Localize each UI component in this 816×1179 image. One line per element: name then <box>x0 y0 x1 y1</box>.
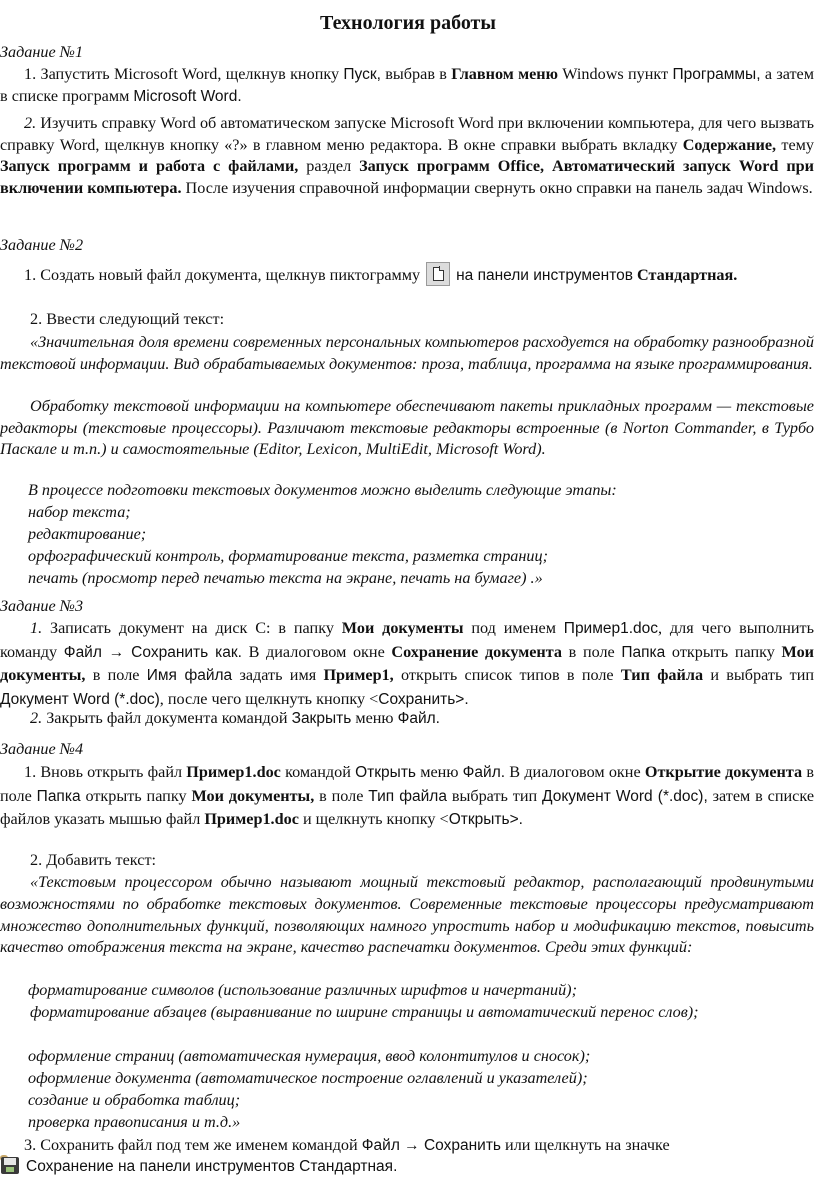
text: 2. <box>30 709 43 727</box>
text: Сохранение документа <box>391 642 563 661</box>
text: В диалоговом окне <box>241 642 392 661</box>
task3-step2 <box>0 708 814 730</box>
text: или щелкнуть на значке <box>501 1136 670 1154</box>
text: Записать документ на диск С: в папку <box>42 619 342 637</box>
text: и выбрать тип <box>703 666 815 684</box>
text: а затем в списке программ <box>0 65 814 105</box>
task2-heading: Задание №2 <box>0 236 84 254</box>
list-item: форматирование символов (использование различных шрифтов и начертаний); <box>28 981 577 999</box>
text: Windows пункт <box>557 65 673 83</box>
text: в поле <box>85 666 147 684</box>
text: тему <box>776 135 814 154</box>
task4-step2: 2. Добавить текст: <box>30 851 157 869</box>
text: в поле <box>0 763 814 805</box>
task1-step1 <box>0 64 814 107</box>
text: Сохранение <box>26 1158 114 1175</box>
list-item: набор текста; <box>28 503 131 521</box>
text: Открыть>. <box>448 811 523 828</box>
text: Запуск программ Office, Автоматический запуск Word при включении компьютера. <box>0 157 814 197</box>
text: Файл → Сохранить <box>361 1137 501 1154</box>
text: и щелкнуть кнопку < <box>298 810 449 828</box>
text: Папка <box>36 787 81 805</box>
task2-step1 <box>0 262 814 287</box>
text: Открыть <box>355 764 416 781</box>
slot <box>6 1167 14 1172</box>
document-title: Технология работы <box>320 12 496 34</box>
text: 2. <box>24 114 37 132</box>
task4-quote: «Текстовым процессором обычно называют мощный текстовый редактор, располагающий продвинутыми возможностями по обработке текстовых документов. Современные текстовые процессоры предусматривают множество дополнительных функций, позволяющих намного упростить набор и модификацию текстов, повысить качество отображения текста на экране, качество распечатки документов. Среди этих функций: <box>0 873 814 957</box>
text: открыть папку <box>665 642 782 661</box>
text: меню <box>351 709 398 727</box>
list-item: редактирование; <box>28 525 147 543</box>
task3-heading: Задание №3 <box>0 597 84 615</box>
text: Мои документы, <box>191 786 315 805</box>
task4-step3-continued <box>0 1155 814 1178</box>
list-item: форматирование абзацев (выравнивание по ширине страницы и автоматический перенос слов); <box>30 1003 699 1021</box>
task1-step2 <box>0 113 814 199</box>
text: на панели инструментов <box>456 267 633 284</box>
text: меню <box>416 763 463 781</box>
text: Стандартная. <box>637 266 738 284</box>
text: Мои документы <box>341 619 464 637</box>
list-item: создание и обработка таблиц; <box>28 1091 241 1109</box>
task2-quote1: «Значительная доля времени современных персональных компьютеров расходуется на обработку разнообразной текстовой информации. Вид обрабатываемых документов: проза, таблица, программа на языке программирования. <box>0 333 814 373</box>
text: Пример1.doc <box>204 810 299 828</box>
text: , для чего выполнить команду <box>0 619 814 661</box>
task2-step2: 2. Ввести следующий текст: <box>30 310 225 328</box>
text: выбрав в <box>380 65 452 83</box>
task4-step3 <box>0 1134 814 1157</box>
text: 1. Вновь открыть файл <box>24 763 187 781</box>
text: , после чего щелкнуть кнопку < <box>159 689 379 708</box>
list-item: орфографический контроль, форматирование текста, разметка страниц; <box>28 547 548 565</box>
text: Документ Word (*.doc) <box>0 690 160 708</box>
list-item: печать (просмотр перед печатью текста на экране, печать на бумаге) .» <box>28 569 543 587</box>
text: 1. Запустить Microsoft Word, щелкнув кнопку <box>24 65 344 83</box>
text: задать имя <box>232 666 324 684</box>
text: Файл. <box>397 710 440 727</box>
text: Мои документы, <box>0 642 814 684</box>
list-item: В процессе подготовки текстовых документов можно выделить следующие этапы: <box>28 481 617 499</box>
task4-heading: Задание №4 <box>0 740 84 758</box>
text: Открытие документа <box>644 763 803 781</box>
task3-step1 <box>0 617 814 711</box>
new-document-icon[interactable] <box>426 262 450 286</box>
text: Пример1.doc <box>186 763 281 781</box>
text: В диалоговом окне <box>505 763 645 781</box>
text: раздел <box>298 157 360 176</box>
text: Программы, <box>672 66 761 83</box>
text: Изучить справку Word об автоматическом запуске Microsoft Word при включении компьютера, для чего вызвать справку Word, щелкнув кнопку «?» в главном меню редактора. В окне справки выбрать вкладку <box>0 114 814 154</box>
text: Пример1, <box>323 666 394 684</box>
save-disk-icon[interactable] <box>0 1155 20 1175</box>
text: Файл → Сохранить как. <box>63 643 242 661</box>
list-item: оформление документа (автоматическое построение оглавлений и указателей); <box>28 1069 588 1087</box>
task1-heading: Задание №1 <box>0 43 84 61</box>
text: Сохранить>. <box>378 690 469 708</box>
text: Имя файла <box>146 667 233 684</box>
text: После изучения справочной информации свернуть окно справки на панель задач Windows. <box>181 178 813 197</box>
text: Главном меню <box>451 65 558 83</box>
text: 1. <box>30 619 43 637</box>
task4-step1 <box>0 761 814 832</box>
list-item: проверка правописания и т.д.» <box>28 1113 241 1131</box>
text: Пуск, <box>343 66 381 83</box>
lbl <box>4 1158 16 1165</box>
list-item: оформление страниц (автоматическая нумерация, ввод колонтитулов и сносок); <box>28 1047 591 1065</box>
text: в поле <box>562 642 622 661</box>
text: Закрыть файл документа командой <box>42 709 292 727</box>
text: Закрыть <box>291 710 352 727</box>
text: Документ Word (*.doc), <box>542 787 708 805</box>
text: открыть список типов в поле <box>393 666 621 684</box>
text: Содержание, <box>682 135 777 154</box>
text: 3. Сохранить файл под тем же именем командой <box>24 1136 362 1154</box>
text: на панели инструментов <box>113 1158 300 1175</box>
text: Стандартная. <box>299 1158 398 1175</box>
text: затем в списке файлов указать мышью файл <box>0 786 815 828</box>
text: Папка <box>621 643 666 661</box>
text: открыть папку <box>80 786 192 805</box>
task2-quote2: Обработку текстовой информации на компьютере обеспечивают пакеты прикладных программ — текстовые редакторы (текстовые процессоры). Различают текстовые редакторы встроенные (в Norton Commander, в Турбо Паскале и т.п.) и самостоятельные (Editor, Lexicon, MultiEdit, Microsoft Word). <box>0 397 814 459</box>
text: 1. Создать новый файл документа, щелкнув пиктограмму <box>24 266 421 284</box>
text: Пример1.doc <box>563 620 659 637</box>
text: в поле <box>314 786 369 805</box>
text: Файл. <box>462 764 506 781</box>
text: Microsoft Word. <box>133 87 242 105</box>
text: Тип файла <box>368 787 447 805</box>
fold <box>439 266 444 271</box>
text: командой <box>280 763 356 781</box>
text: выбрать тип <box>446 786 543 805</box>
text: Тип файла <box>620 666 704 684</box>
text: под именем <box>463 619 564 637</box>
text: Запуск программ и работа с файлами, <box>0 157 299 176</box>
